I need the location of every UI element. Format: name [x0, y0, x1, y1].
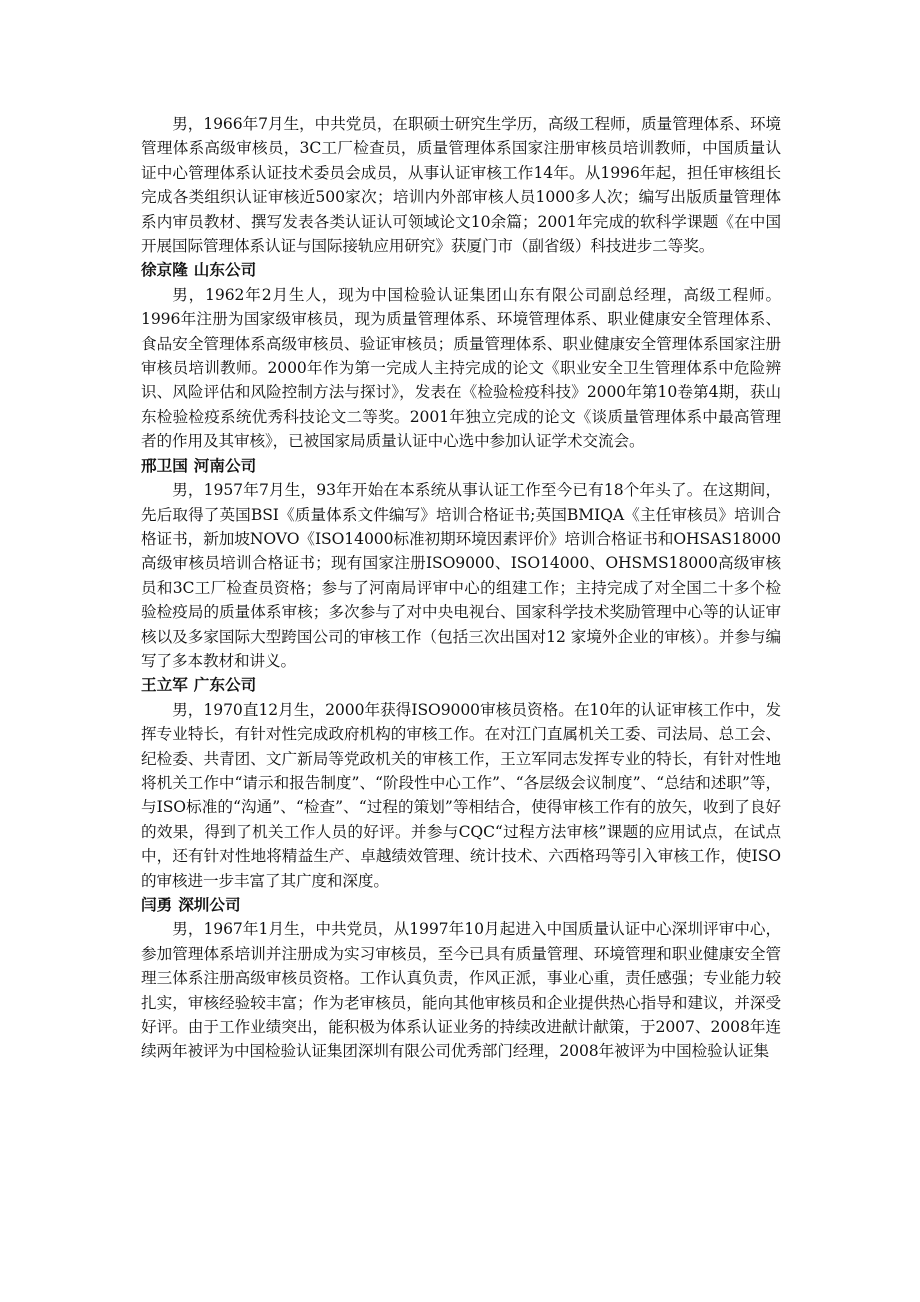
person-section-1 [141, 454, 781, 674]
person-heading [141, 673, 781, 697]
person-company: 深圳公司 [178, 896, 241, 914]
person-name: 邢卫国 [141, 456, 188, 475]
person-section-2 [141, 673, 781, 893]
person-bio: 男，1970直12月生，2000年获得ISO9000审核员资格。在10年的认证审核工作中，发挥专业特长，有针对性完成政府机构的审核工作。在对江门直属机关工委、司法局、总工会、纪检委、共青团、文广新局等党政机关的审核工作，王立军同志发挥专业的特长，有针对性地将机关工作中“请示和报告制度”、“阶段性中心工作”、“各层级会议制度”、“总结和述职”等，与ISO标准的“沟通”、“检查”、“过程的策划”等相结合，使得审核工作有的放矢，收到了良好的效果，得到了机关工作人员的好评。并参与CQC“过程方法审核”课题的应用试点，在试点中，还有针对性地将精益生产、卓越绩效管理、统计技术、六西格玛等引入审核工作，使ISO的审核进一步丰富了其广度和深度。 [141, 700, 781, 890]
person-heading [141, 258, 781, 282]
intro-paragraph: 男，1966年7月生，中共党员，在职硕士研究生学历，高级工程师，质量管理体系、环境管理体系高级审核员，3C工厂检查员，质量管理体系国家注册审核员培训教师，中国质量认证中心管理体系认证技术委员会成员，从事认证审核工作14年。从1996年起，担任审核组长完成各类组织认证审核近500家次；培训内外部审核人员1000多人次；编写出版质量管理体系内审员教材、撰写发表各类认证认可领域论文10余篇；2001年完成的软科学课题《在中国开展国际管理体系认证与国际接轨应用研究》获厦门市（副省级）科技进步二等奖。 [141, 115, 781, 256]
person-heading [141, 893, 781, 917]
person-name: 徐京隆 [141, 261, 188, 280]
person-section-0 [141, 258, 781, 453]
person-company: 山东公司 [193, 261, 257, 280]
person-bio: 男，1967年1月生，中共党员，从1997年10月起进入中国质量认证中心深圳评审中心，参加管理体系培训并注册成为实习审核员，至今已具有质量管理、环境管理和职业健康安全管理三体系注册高级审核员资格。工作认真负责，作风正派，事业心重，责任感强；专业能力较扎实，审核经验较丰富；作为老审核员，能向其他审核员和企业提供热心指导和建议，并深受好评。由于工作业绩突出，能积极为体系认证业务的持续改进献计献策，于2007、2008年连续两年被评为中国检验认证集团深圳有限公司优秀部门经理，2008年被评为中国检验认证集 [141, 920, 781, 1061]
person-bio: 男，1962年2月生人，现为中国检验认证集团山东有限公司副总经理，高级工程师。1996年注册为国家级审核员，现为质量管理体系、环境管理体系、职业健康安全管理体系、食品安全管理体系高级审核员、验证审核员；质量管理体系、职业健康安全管理体系国家注册审核员培训教师。2000年作为第一完成人主持完成的论文《职业安全卫生管理体系中危险辨识、风险评估和风险控制方法与探讨》，发表在《检验检疫科技》2000年第10卷第4期，获山东检验检疫系统优秀科技论文二等奖。2001年独立完成的论文《谈质量管理体系中最高管理者的作用及其审核》，已被国家局质量认证中心选中参加认证学术交流会。 [141, 285, 781, 451]
person-company: 河南公司 [193, 456, 257, 475]
person-name: 闫勇 [141, 896, 173, 914]
document-page [141, 112, 781, 1064]
person-bio: 男，1957年7月生，93年开始在本系统从事认证工作至今已有18个年头了。在这期间，先后取得了英国BSI《质量体系文件编写》培训合格证书;英国BMIQA《主任审核员》培训合格证书，新加坡NOVO《ISO14000标准初期环境因素评价》培训合格证书和OHSAS18000高级审核员培训合格证书；现有国家注册ISO9000、ISO14000、OHSMS18000高级审核员和3C工厂检查员资格；参与了河南局评审中心的组建工作；主持完成了对全国二十多个检验检疫局的质量体系审核；多次参与了对中央电视台、国家科学技术奖励管理中心等的认证审核以及多家国际大型跨国公司的审核工作（包括三次出国对12 家境外企业的审核）。并参与编写了多本教材和讲义。 [141, 481, 781, 670]
person-section-3 [141, 893, 781, 1064]
person-company: 广东公司 [193, 676, 257, 695]
person-heading [141, 454, 781, 478]
person-name: 王立军 [141, 676, 188, 695]
